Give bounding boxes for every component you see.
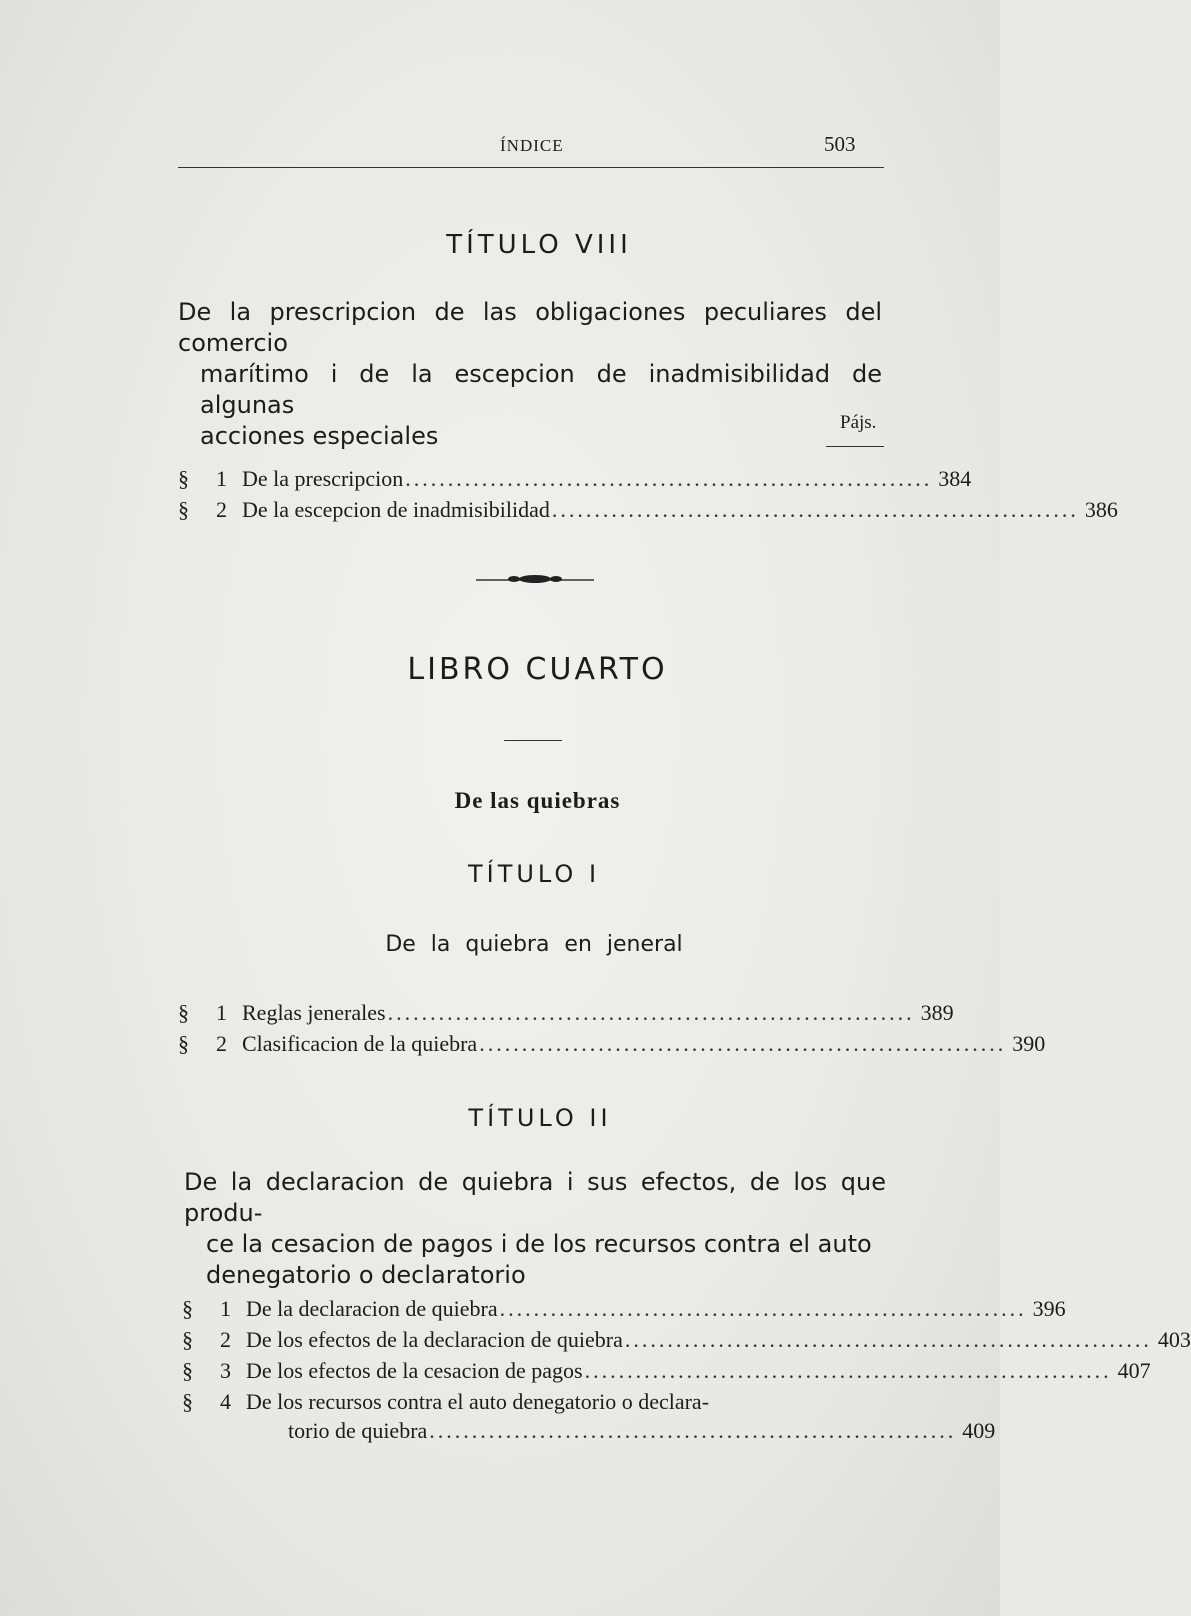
heading-line: De la declaracion de quiebra i sus efectos, de los que produ- — [184, 1168, 886, 1227]
entry-page: 396 — [1032, 1296, 1066, 1321]
ornament-divider — [476, 572, 594, 586]
entry-page: 390 — [1012, 1031, 1046, 1056]
heading-line: ce la cesacion de pagos i de los recursos contra el auto — [206, 1230, 872, 1258]
section-symbol: § — [182, 1327, 193, 1352]
entry-text: De los efectos de la cesacion de pagos — [246, 1358, 583, 1383]
titulo-ii-label: TÍTULO II — [468, 1104, 612, 1132]
section-symbol: § — [178, 1000, 189, 1025]
entry-text: De la prescripcion — [242, 466, 404, 491]
entry-page: 409 — [962, 1418, 996, 1443]
entry-text: De los recursos contra el auto denegatorio o declara- — [246, 1389, 710, 1414]
dot-leader: .............................................................. — [499, 1296, 1027, 1321]
libro-label: LIBRO CUARTO — [407, 652, 668, 687]
libro-subtitle: De las quiebras — [454, 788, 621, 813]
titulo-viii-label: TÍTULO VIII — [446, 230, 632, 260]
entry-number: 4 — [220, 1389, 231, 1414]
toc-entry — [178, 1031, 1046, 1057]
section-symbol: § — [182, 1358, 193, 1383]
entry-number: 1 — [220, 1296, 231, 1321]
dot-leader: .............................................................. — [584, 1358, 1112, 1383]
toc-entry — [182, 1327, 1191, 1353]
dot-leader: .............................................................. — [624, 1327, 1152, 1352]
entry-text-continued: torio de quiebra — [288, 1418, 428, 1443]
entry-page: 386 — [1084, 497, 1118, 522]
toc-entry — [182, 1389, 996, 1444]
heading-line: De la prescripcion de las obligaciones peculiares del comercio — [178, 298, 882, 357]
heading-line: acciones especiales — [200, 422, 439, 450]
entry-number: 2 — [216, 497, 227, 522]
heading-line: marítimo i de la escepcion de inadmisibilidad de algunas — [200, 360, 882, 419]
dot-leader: .............................................................. — [479, 1031, 1007, 1056]
pages-column-label: Pájs. — [840, 412, 877, 433]
header-rule — [178, 167, 884, 168]
toc-entry — [182, 1358, 1151, 1384]
entry-page: 407 — [1117, 1358, 1151, 1383]
titulo-viii-heading — [178, 297, 882, 452]
entry-text: De la escepcion de inadmisibilidad — [242, 497, 550, 522]
entry-text: De la declaracion de quiebra — [246, 1296, 498, 1321]
entry-page: 403 — [1157, 1327, 1191, 1352]
toc-entry — [178, 497, 1118, 523]
entry-number: 1 — [216, 1000, 227, 1025]
running-header-title: ÍNDICE — [500, 136, 564, 155]
heading-line: denegatorio o declaratorio — [206, 1261, 526, 1289]
toc-entry — [178, 466, 972, 492]
entry-number: 2 — [220, 1327, 231, 1352]
entry-page: 384 — [938, 466, 972, 491]
pages-label-rule — [826, 446, 884, 447]
toc-entry — [182, 1296, 1066, 1322]
titulo-i-label: TÍTULO I — [467, 860, 601, 888]
dot-leader: .............................................................. — [387, 1000, 915, 1025]
libro-rule — [504, 740, 562, 741]
entry-text: Reglas jenerales — [242, 1000, 386, 1025]
entry-number: 1 — [216, 466, 227, 491]
entry-page: 389 — [920, 1000, 954, 1025]
dot-leader: .............................................................. — [429, 1418, 957, 1443]
section-symbol: § — [178, 1031, 189, 1056]
entry-text: Clasificacion de la quiebra — [242, 1031, 478, 1056]
entry-number: 3 — [220, 1358, 231, 1383]
page-number: 503 — [824, 132, 856, 156]
toc-entry — [178, 1000, 954, 1026]
dot-leader: .............................................................. — [405, 466, 933, 491]
section-symbol: § — [178, 497, 189, 522]
entry-number: 2 — [216, 1031, 227, 1056]
titulo-ii-heading — [184, 1167, 886, 1291]
titulo-i-heading: De la quiebra en jeneral — [385, 932, 683, 957]
section-symbol: § — [182, 1389, 193, 1414]
section-symbol: § — [178, 466, 189, 491]
entry-text: De los efectos de la declaracion de quiebra — [246, 1327, 623, 1352]
dot-leader: .............................................................. — [551, 497, 1079, 522]
section-symbol: § — [182, 1296, 193, 1321]
